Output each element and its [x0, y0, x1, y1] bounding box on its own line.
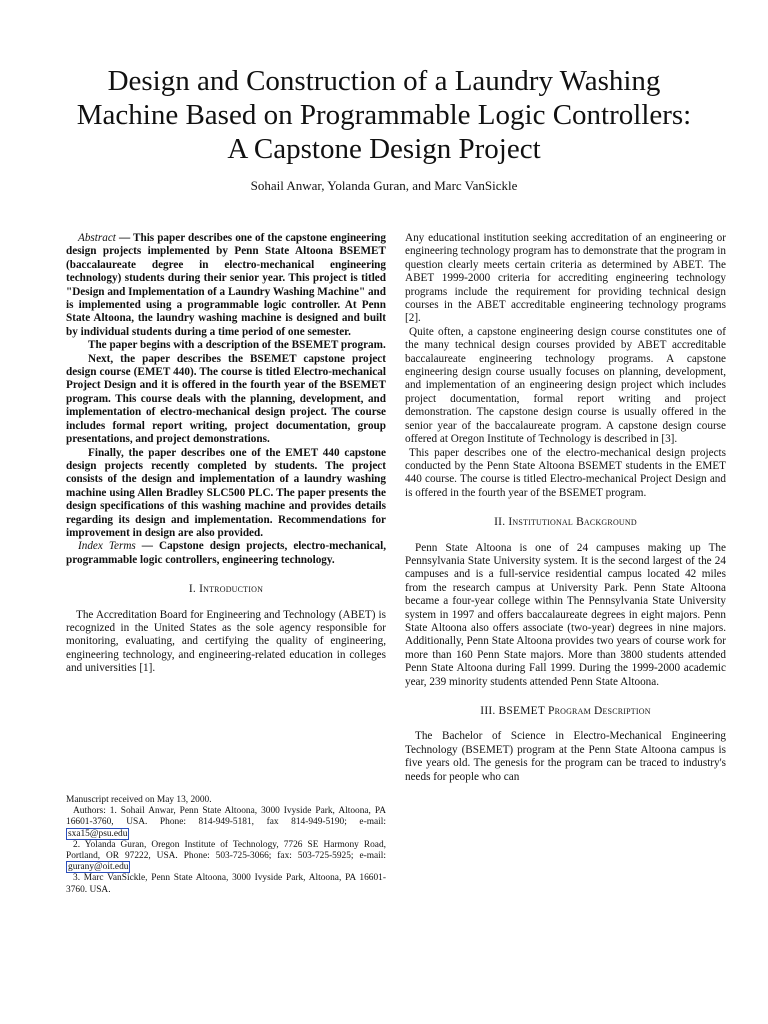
section-heading-introduction: I. Introduction — [188, 583, 264, 596]
abstract-paragraph-3: Next, the paper describes the BSEMET capstone project design course (EMET 440). The course is titled Electro-mechanical Project Design and it is offered in the fourth year of the BSEMET program. This course deals with the planning, development, and implementation of electro-mechanical design project. The course includes formal report writing, project documentation, group presentations, and project demonstrations. — [66, 352, 386, 446]
index-terms — [66, 540, 386, 567]
authors: Sohail Anwar, Yolanda Guran, and Marc VanSickle — [250, 178, 518, 193]
abstract-paragraph-4: Finally, the paper describes one of the EMET 440 capstone design projects recently completed by students. The project consists of the design and implementation of a laundry washing machine using Allen Bradley SLC500 PLC. The paper presents the design specifications of this washing machine and provides details regarding its design and implementation. Recommendations for improvement in design are also provided. — [66, 446, 386, 539]
section-heading-bsemet-program: III. BSEMET Program Description — [480, 705, 651, 717]
abstract-label: Abstract — [78, 232, 116, 244]
abstract-text-1: — This paper describes one of the capstone engineering design projects implemented by Penn State Altoona BSEMET (baccalaureate degree in electro-mechanical engineering technology) students during their senior year. This project is titled "Design and Implementation of a Laundry Washing Machine" and is implemented using a programmable logic controller. At Penn State Altoona, the laundry washing machine is designed and built by individual students during a time period of one semester. — [66, 232, 386, 338]
footnote-author-2: 2. Yolanda Guran, Oregon Institute of Technology, 7726 SE Harmony Road, Portland, OR 97222, USA. Phone: 503-725-3066; fax: 503-725-5925; e-mail: gurany@oit.edu — [66, 839, 386, 873]
abstract-paragraph-2: The paper begins with a description of the BSEMET program. — [88, 339, 386, 352]
introduction-paragraph-1: The Accreditation Board for Engineering and Technology (ABET) is recognized in the United States as the sole agency responsible for monitoring, evaluating, and certifying the quality of engineering, engineering technology, and engineering-related education in colleges and universities [1]. — [66, 608, 386, 675]
title-line-2: Machine Based on Programmable Logic Controllers: — [76, 99, 692, 131]
index-terms-label: Index Terms — [78, 540, 136, 553]
footnote-author-3: 3. Marc VanSickle, Penn State Altoona, 3000 Ivyside Park, Altoona, PA 16601-3760. USA. — [66, 873, 386, 895]
bsemet-paragraph-1: The Bachelor of Science in Electro-Mechanical Engineering Technology (BSEMET) program at the Penn State Altoona campus is five years old. The genesis for the program can be traced to industry's needs for people who can — [405, 730, 726, 783]
abstract-paragraph-1 — [66, 232, 386, 339]
right-intro-paragraph-3: This paper describes one of the electro-mechanical design projects conducted by the Penn State Altoona BSEMET students in the EMET 440 course. The course is titled Electro-mechanical Project Design and is offered in the fourth year of the BSEMET program. — [405, 446, 726, 499]
institutional-paragraph-1: Penn State Altoona is one of 24 campuses making up The Pennsylvania State University system. It is the second largest of the 24 campuses and is a full-service residential campus located 42 miles from the research campus at University Park. Penn State Altoona became a four-year college within The Pennsylvania State University system in 1997 and offers baccalaureate degrees in eight majors. Penn State Altoona also offers associate (two-year) degrees in nine majors. Additionally, Penn State Altoona provides two years of course work for more than 160 Penn State majors. More than 3800 students attended Penn State Altoona during Fall 1999. During the 1999-2000 academic year, 239 minority students attended Penn State Altoona. — [405, 541, 726, 688]
title-line-1: Design and Construction of a Laundry Washing — [107, 65, 661, 97]
right-intro-paragraph-1: Any educational institution seeking accreditation of an engineering or engineering technology program has to demonstrate that the program in question clearly meets certain criteria as determined by ABET. The ABET 1999-2000 criteria for accrediting engineering technology programs include the requirement for providing technical design courses in the ABET accreditable engineering technology programs [2]. — [405, 232, 726, 325]
author-2-email-link[interactable]: gurany@oit.edu — [68, 862, 129, 873]
author-1-email-link[interactable]: sxa15@psu.edu — [68, 828, 128, 839]
section-heading-institutional-background: II. Institutional Background — [494, 516, 637, 529]
footnotes — [66, 795, 386, 896]
paper-title — [40, 64, 728, 166]
right-column — [405, 232, 726, 784]
right-intro-paragraph-2: Quite often, a capstone engineering design course constitutes one of the many technical design courses provided by ABET accreditable baccalaureate engineering technology programs. A capstone engineering design course usually focuses on planning, development, and implementation of an engineering design project which includes project documentation, formal report writing and project demonstration. The capstone design course is usually offered in the senior year of the baccalaureate program. A capstone design course offered at Oregon Institute of Technology is described in [3]. — [405, 325, 726, 446]
title-line-3: A Capstone Design Project — [227, 133, 541, 165]
footnote-author-1: Authors: 1. Sohail Anwar, Penn State Altoona, 3000 Ivyside Park, Altoona, PA 16601-3760, USA. Phone: 814-949-5181, fax 814-949-5190; e-mail: sxa15@psu.edu — [66, 806, 386, 839]
index-terms-text: — Capstone design projects, electro-mechanical, programmable logic controllers, engineering technology. — [66, 540, 386, 566]
left-column — [66, 232, 386, 676]
footnote-received: Manuscript received on May 13, 2000. — [66, 795, 212, 805]
abstract — [66, 232, 386, 540]
